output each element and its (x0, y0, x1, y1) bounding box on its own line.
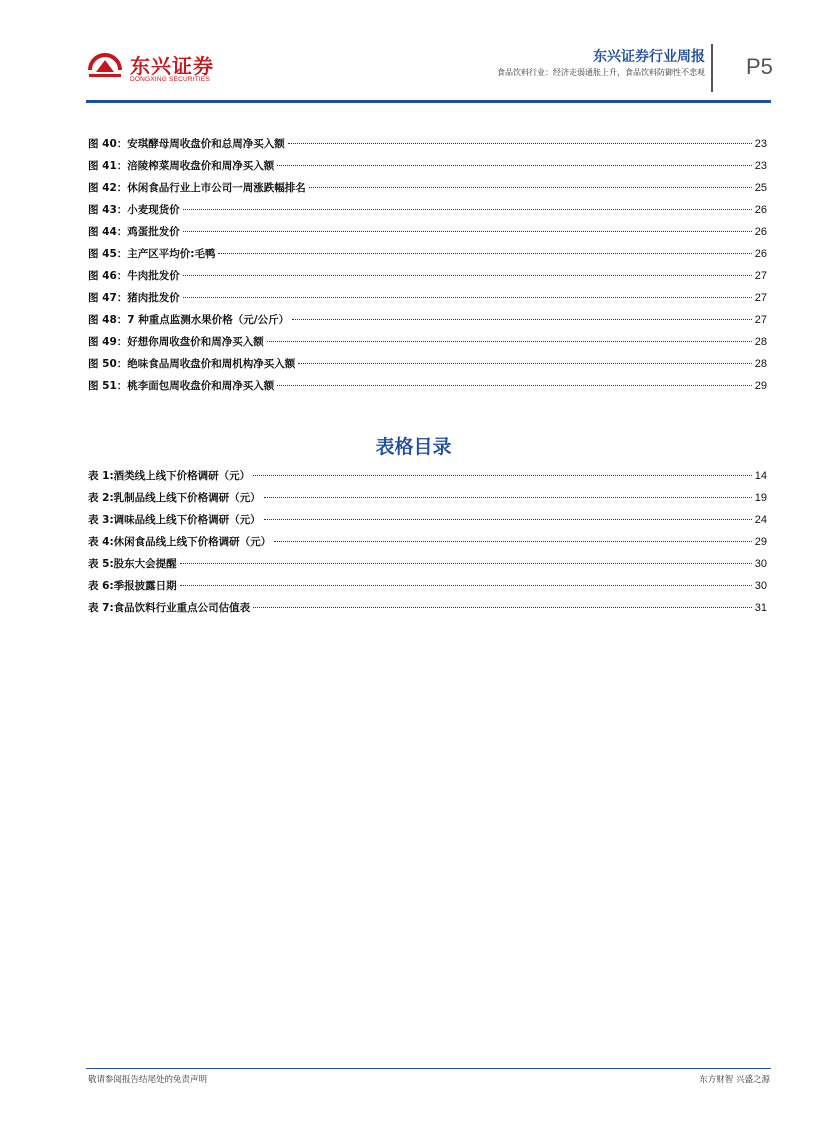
toc-entry-table[interactable] (88, 468, 767, 490)
toc-leader (288, 143, 752, 144)
toc-entry-figure[interactable] (88, 312, 767, 334)
toc-leader (180, 585, 752, 586)
toc-entry-label: 表 2:乳制品线上线下价格调研（元） (88, 492, 261, 504)
company-logo (86, 46, 226, 88)
toc-leader (218, 253, 751, 254)
toc-entry-page: 27 (754, 292, 767, 304)
toc-entry-page: 28 (754, 336, 767, 348)
toc-entry-table[interactable] (88, 556, 767, 578)
toc-entry-figure[interactable] (88, 136, 767, 158)
toc-leader (253, 475, 752, 476)
report-title: 东兴证券行业周报 (593, 49, 705, 65)
toc-entry-label: 表 5:股东大会提醒 (88, 558, 177, 570)
toc-entry-label: 图 47：猪肉批发价 (88, 292, 180, 304)
toc-leader (274, 541, 752, 542)
toc-entry-page: 24 (754, 514, 767, 526)
toc-entry-label: 图 42：休闲食品行业上市公司一周涨跌幅排名 (88, 182, 306, 194)
toc-leader (309, 187, 752, 188)
toc-entry-label: 表 6:季报披露日期 (88, 580, 177, 592)
header-divider (711, 44, 713, 92)
toc-entry-figure[interactable] (88, 158, 767, 180)
toc-leader (253, 607, 752, 608)
toc-entry-page: 26 (754, 204, 767, 216)
logo-english-text: DONGXING SECURITIES (130, 76, 211, 83)
footer-disclaimer: 敬请参阅报告结尾处的免责声明 (88, 1075, 208, 1085)
toc-entry-figure[interactable] (88, 180, 767, 202)
toc-entry-table[interactable] (88, 534, 767, 556)
toc-entry-figure[interactable] (88, 224, 767, 246)
tables-section-title: 表格目录 (375, 436, 452, 458)
toc-leader (180, 563, 752, 564)
toc-entry-table[interactable] (88, 578, 767, 600)
toc-entry-page: 26 (754, 248, 767, 260)
toc-entry-label: 图 46：牛肉批发价 (88, 270, 180, 282)
toc-entry-label: 图 44：鸡蛋批发价 (88, 226, 180, 238)
toc-entry-page: 19 (754, 492, 767, 504)
toc-entry-figure[interactable] (88, 356, 767, 378)
figure-list (88, 136, 767, 400)
logo-mark-icon (86, 48, 124, 82)
toc-entry-label: 表 4:休闲食品线上线下价格调研（元） (88, 536, 272, 548)
toc-leader (264, 519, 752, 520)
toc-entry-page: 23 (754, 160, 767, 172)
toc-leader (292, 319, 752, 320)
toc-entry-page: 23 (754, 138, 767, 150)
toc-entry-label: 表 3:调味品线上线下价格调研（元） (88, 514, 261, 526)
toc-entry-label: 图 49：好想你周收盘价和周净买入额 (88, 336, 264, 348)
header-rule (86, 100, 771, 103)
report-subtitle: 食品饮料行业：经济走弱通胀上升，食品饮料防御性不悲观 (497, 68, 705, 77)
toc-entry-figure[interactable] (88, 334, 767, 356)
toc-entry-label: 图 41：涪陵榨菜周收盘价和周净买入额 (88, 160, 275, 172)
toc-entry-page: 14 (754, 470, 767, 482)
toc-entry-figure[interactable] (88, 202, 767, 224)
toc-entry-label: 图 50：绝味食品周收盘价和周机构净买入额 (88, 358, 296, 370)
toc-leader (183, 209, 752, 210)
page-number: P5 (746, 54, 773, 79)
toc-leader (264, 497, 752, 498)
toc-entry-label: 表 7:食品饮料行业重点公司估值表 (88, 602, 251, 614)
toc-entry-figure[interactable] (88, 378, 767, 400)
toc-entry-figure[interactable] (88, 246, 767, 268)
footer-rule (86, 1068, 771, 1069)
toc-entry-label: 图 48：7 种重点监测水果价格（元/公斤） (88, 314, 290, 326)
toc-entry-page: 28 (754, 358, 767, 370)
toc-leader (277, 165, 751, 166)
toc-leader (183, 275, 752, 276)
toc-leader (267, 341, 752, 342)
toc-entry-label: 表 1:酒类线上线下价格调研（元） (88, 470, 251, 482)
footer-slogan: 东方财智 兴盛之源 (699, 1075, 770, 1085)
toc-entry-page: 31 (754, 602, 767, 614)
toc-entry-label: 图 43：小麦现货价 (88, 204, 180, 216)
toc-entry-page: 27 (754, 314, 767, 326)
toc-entry-page: 27 (754, 270, 767, 282)
logo-text: 东兴证券 (130, 54, 214, 78)
toc-leader (183, 297, 752, 298)
toc-entry-page: 30 (754, 580, 767, 592)
toc-entry-table[interactable] (88, 600, 767, 622)
toc-entry-label: 图 45：主产区平均价:毛鸭 (88, 248, 216, 260)
toc-entry-table[interactable] (88, 512, 767, 534)
toc-leader (298, 363, 751, 364)
table-list (88, 468, 767, 622)
toc-entry-page: 30 (754, 558, 767, 570)
toc-entry-page: 25 (754, 182, 767, 194)
toc-entry-table[interactable] (88, 490, 767, 512)
toc-entry-label: 图 40：安琪酵母周收盘价和总周净买入额 (88, 138, 285, 150)
toc-leader (183, 231, 752, 232)
toc-entry-page: 29 (754, 536, 767, 548)
toc-entry-figure[interactable] (88, 268, 767, 290)
toc-entry-figure[interactable] (88, 290, 767, 312)
toc-entry-label: 图 51：桃李面包周收盘价和周净买入额 (88, 380, 275, 392)
toc-entry-page: 26 (754, 226, 767, 238)
toc-entry-page: 29 (754, 380, 767, 392)
toc-leader (277, 385, 751, 386)
